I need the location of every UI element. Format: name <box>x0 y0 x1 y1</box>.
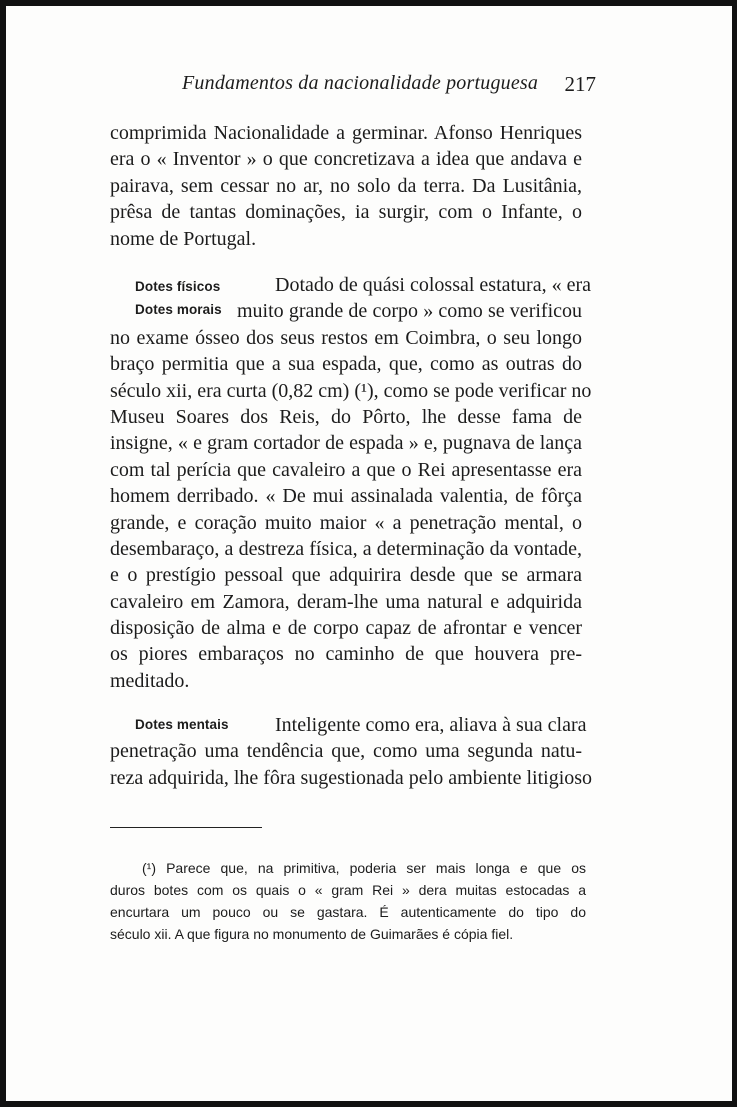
text-line: Museu Soares dos Reis, do Pôrto, lhe desse fama de <box>110 405 582 428</box>
footnote-divider <box>110 827 262 828</box>
page-header <box>156 72 596 100</box>
text-line: penetração uma tendência que, como uma segunda natu- <box>110 740 582 763</box>
text-line: cavaleiro em Zamora, deram-lhe uma natural e adquirida <box>110 590 582 613</box>
text-line: Inteligente como era, aliava à sua clara <box>275 714 587 736</box>
text-line: era o « Inventor » o que concretizava a idea que andava e <box>110 148 582 171</box>
text-line: comprimida Nacionalidade a germinar. Afonso Henriques <box>110 122 582 144</box>
text-line: pairava, sem cessar no ar, no solo da terra. Da Lusitânia, <box>110 174 582 197</box>
text-line: muito grande de corpo » como se verificou <box>237 300 582 323</box>
footnote-line: (¹) Parece que, na primitiva, poderia ser mais longa e que os <box>142 860 586 876</box>
paragraph-qualities <box>110 272 592 694</box>
footnote-line: duros botes com os quais o « gram Rei » dera muitas estocadas a <box>110 882 586 898</box>
paragraph-intelligence <box>110 712 593 791</box>
text-line: disposição de alma e de corpo capaz de afrontar e vencer <box>110 617 582 640</box>
side-note-moral: Dotes morais <box>135 302 222 317</box>
text-line: Dotado de quási colossal estatura, « era <box>275 274 592 296</box>
text-line: homem derribado. « De mui assinalada valentia, de fôrça <box>110 485 582 508</box>
page-number: 217 <box>564 72 596 96</box>
text-line: prêsa de tantas dominações, ia surgir, com o Infante, o <box>110 201 582 224</box>
running-title: Fundamentos da nacionalidade portuguesa <box>182 72 539 94</box>
text-line: reza adquirida, lhe fôra sugestionada pelo ambiente litigioso <box>110 766 593 789</box>
text-line: nome de Portugal. <box>110 227 257 250</box>
text-line: braço permitia que a sua espada, que, como as outras do <box>110 353 582 376</box>
text-line: grande, e coração muito maior « a penetração mental, o <box>110 511 582 534</box>
text-line: insigne, « e gram cortador de espada » e, pugnava de lança <box>110 432 582 455</box>
text-line: os piores embaraços no caminho de que houvera pre- <box>110 643 582 666</box>
text-line: meditado. <box>110 669 190 692</box>
footnote-line: século xii. A que figura no monumento de Guimarães é cópia fiel. <box>110 926 514 942</box>
side-note-physical: Dotes físicos <box>135 279 221 294</box>
text-line: com tal perícia que cavaleiro a que o Rei apresentasse era <box>110 458 582 481</box>
text-line: no exame ósseo dos seus restos em Coimbra, o seu longo <box>110 326 582 349</box>
text-line: desembaraço, a destreza física, a determinação da vontade, <box>110 537 582 560</box>
side-note-mental: Dotes mentais <box>135 717 229 732</box>
text-line: século xii, era curta (0,82 cm) (¹), como se pode verificar no <box>110 379 592 402</box>
footnote <box>110 857 586 945</box>
footnote-line: encurtara um pouco ou se gastara. É autenticamente do tipo do <box>110 904 586 920</box>
text-line: e o prestígio pessoal que adquirira desde que se armara <box>110 564 582 587</box>
paragraph-founding <box>110 120 582 252</box>
